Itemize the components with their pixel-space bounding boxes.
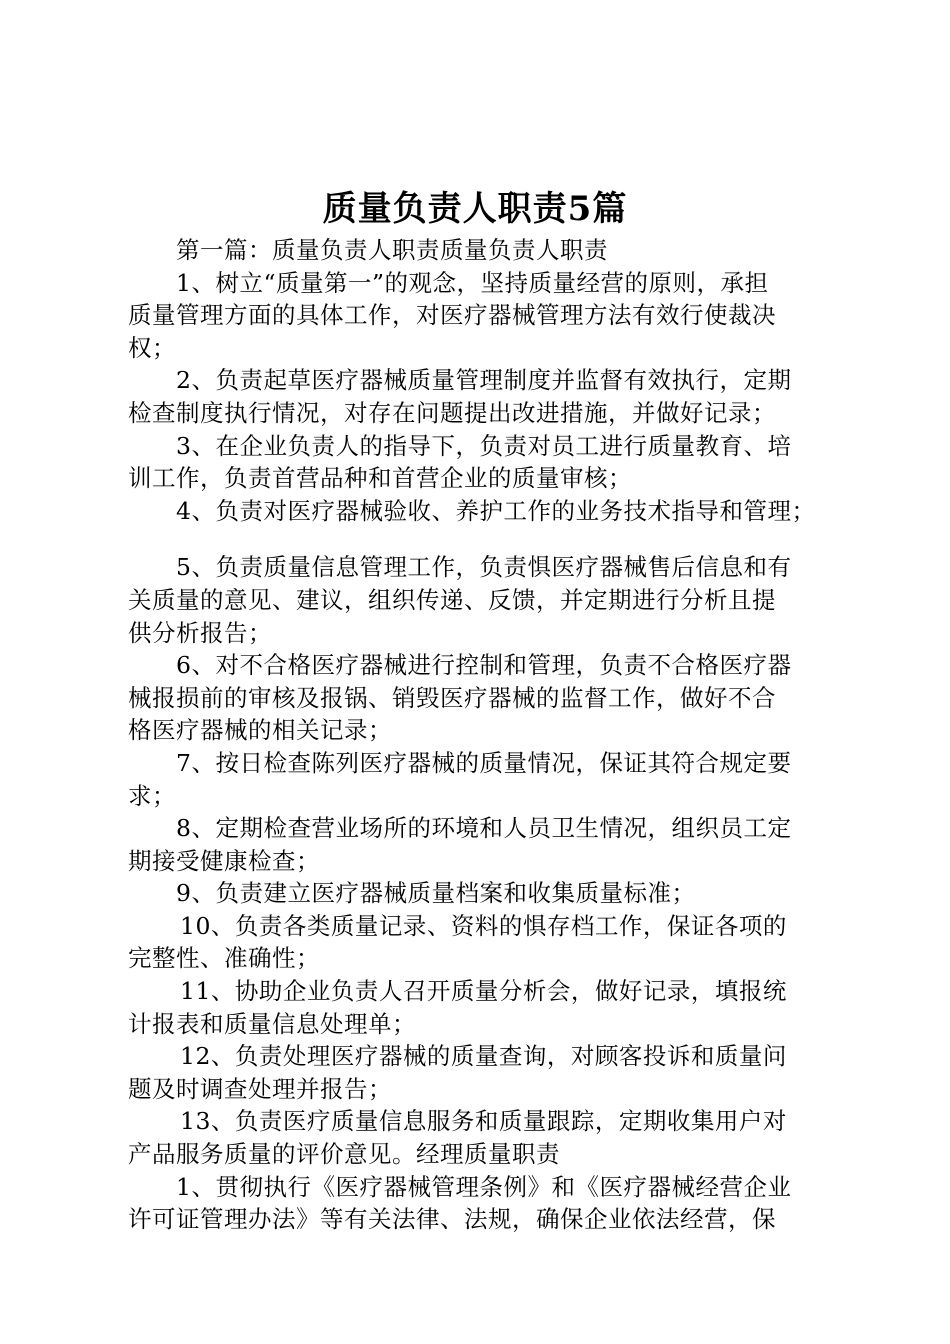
text-line: 5、负责质量信息管理工作，负责惧医疗器械售后信息和有 [176,553,792,582]
text-line: 求； [128,781,176,810]
paragraph-item-7 [128,747,828,812]
text-line: 11、协助企业负责人召开质量分析会，做好记录，填报统 [180,977,787,1006]
text-line: 6、对不合格医疗器械进行控制和管理，负责不合格医疗器 [176,651,792,680]
paragraph-item-5 [128,551,828,649]
paragraph-intro [128,234,828,267]
paragraph-item-9 [128,877,828,910]
document-title: 质量负责人职责5篇 [322,189,628,229]
text-line: 权； [128,333,176,362]
text-line: 1、树立“质量第一”的观念，坚持质量经营的原则，承担 [176,268,769,297]
paragraph-item-11 [128,975,828,1040]
text-line: 2、负责起草医疗器械质量管理制度并监督有效执行，定期 [176,366,792,395]
text-line: 4、负责对医疗器械验收、养护工作的业务技术指导和管理； [176,496,816,525]
text-line: 第一篇：质量负责人职责质量负责人职责 [176,236,608,264]
text-line: 计报表和质量信息处理单； [128,1009,416,1038]
paragraph-item-13 [128,1105,828,1170]
text-line: 8、定期检查营业场所的环境和人员卫生情况，组织员工定 [176,814,792,843]
text-line: 格医疗器械的相关记录； [128,716,392,745]
text-line: 械报损前的审核及报锅、销毁医疗器械的监督工作，做好不合 [128,683,776,712]
paragraph-item-1 [128,267,828,365]
text-line: 许可证管理办法》等有关法律、法规，确保企业依法经营，保 [128,1205,776,1234]
text-line: 训工作，负责首营品种和首营企业的质量审核； [128,464,632,493]
text-line: 关质量的意见、建议，组织传递、反馈，并定期进行分析且提 [128,585,776,614]
text-line: 7、按日检查陈列医疗器械的质量情况，保证其符合规定要 [176,748,792,777]
text-line: 9、负责建立医疗器械质量档案和收集质量标准； [176,879,696,908]
text-line: 1、贯彻执行《医疗器械管理条例》和《医疗器械经营企业 [176,1172,792,1201]
paragraph-item-2 [128,364,828,429]
paragraph-item-10 [128,910,828,975]
paragraph-manager-item-1 [128,1171,828,1236]
text-line: 产品服务质量的评价意见。经理质量职责 [128,1140,560,1169]
text-line: 题及时调查处理并报告； [128,1074,392,1103]
text-line: 13、负责医疗质量信息服务和质量跟踪，定期收集用户对 [180,1107,787,1136]
paragraph-item-12 [128,1040,828,1105]
paragraph-item-4 [128,495,828,528]
text-line: 供分析报告； [128,618,272,647]
text-line: 期接受健康检查； [128,846,320,875]
text-line: 10、负责各类质量记录、资料的惧存档工作，保证各项的 [180,911,787,940]
text-line: 检查制度执行情况，对存在问题提出改进措施，并做好记录； [128,398,776,427]
paragraph-item-6 [128,649,828,747]
text-line: 12、负责处理医疗器械的质量查询，对顾客投诉和质量问 [180,1042,787,1071]
paragraph-item-3 [128,430,828,495]
paragraph-gap [128,527,828,551]
text-line: 质量管理方面的具体工作，对医疗器械管理方法有效行使裁决 [128,301,776,330]
paragraph-item-8 [128,812,828,877]
document-body [128,234,828,1236]
text-line: 完整性、准确性； [128,944,320,973]
text-line: 3、在企业负责人的指导下，负责对员工进行质量教育、培 [176,431,792,460]
